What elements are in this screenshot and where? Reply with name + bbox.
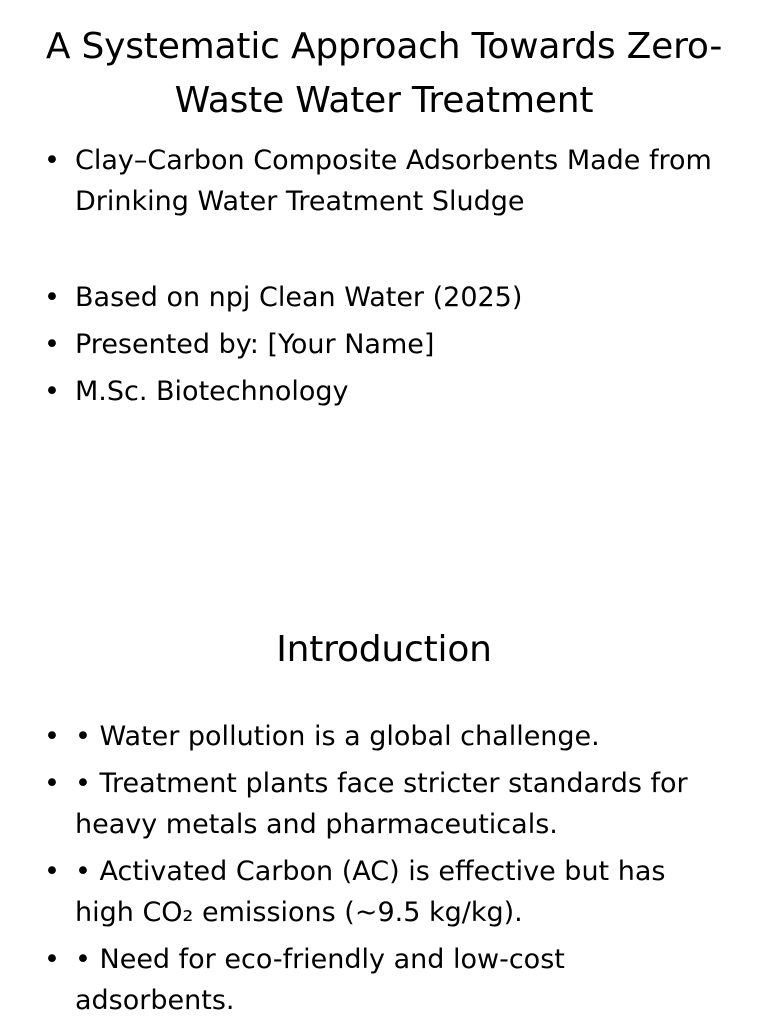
bullet-text: Clay–Carbon Composite Adsorbents Made from Drinking Water Treatment Sludge [75, 145, 712, 217]
bullet-dot-icon: • [44, 721, 60, 752]
slide-title: A Systematic Approach Towards Zero-Waste Water Treatment [45, 26, 723, 121]
bullet-text: M.Sc. Biotechnology [75, 376, 349, 407]
bullet-dot-icon: • [44, 856, 60, 887]
bullet-item [44, 371, 724, 412]
bullet-item [44, 939, 724, 1021]
bullet-item [44, 324, 724, 365]
bullet-list [44, 716, 724, 1027]
bullet-item [44, 716, 724, 757]
bullet-list [44, 140, 724, 418]
slide-title: Introduction [276, 629, 492, 670]
bullet-item [44, 763, 724, 845]
slide-introduction [0, 600, 768, 1024]
bullet-item [44, 851, 724, 933]
bullet-text: • Water pollution is a global challenge. [75, 721, 600, 752]
bullet-item [44, 140, 724, 222]
bullet-dot-icon: • [44, 282, 60, 313]
bullet-dot-icon: • [44, 329, 60, 360]
bullet-text: • Need for eco-friendly and low-cost adsorbents. [75, 944, 565, 1016]
bullet-dot-icon: • [44, 145, 60, 176]
bullet-item [44, 277, 724, 318]
bullet-text: • Activated Carbon (AC) is effective but has high CO₂ emissions (~9.5 kg/kg). [75, 856, 666, 928]
bullet-text: • Treatment plants face stricter standards for heavy metals and pharmaceuticals. [75, 768, 688, 840]
bullet-dot-icon: • [44, 944, 60, 975]
bullet-text: Based on npj Clean Water (2025) [75, 282, 523, 313]
bullet-dot-icon: • [44, 768, 60, 799]
bullet-text: Presented by: [Your Name] [75, 329, 435, 360]
bullet-dot-icon: • [44, 376, 60, 407]
